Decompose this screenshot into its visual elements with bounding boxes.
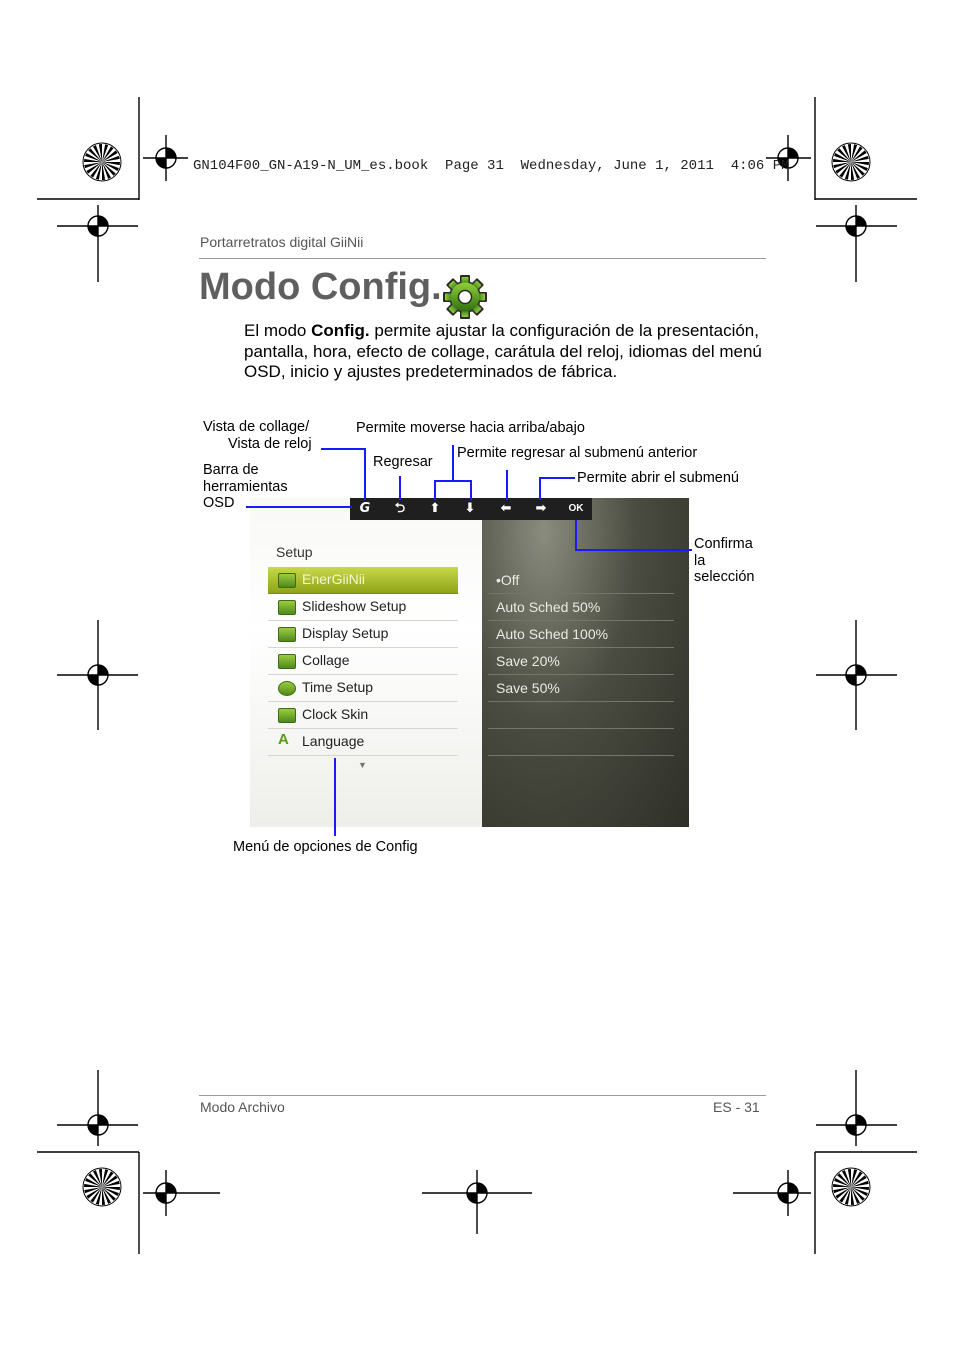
label-menu-options: Menú de opciones de Config [233,839,418,855]
option-row[interactable]: Save 50% [488,675,674,702]
menu-item-collage[interactable]: Collage [268,648,458,675]
option-row[interactable]: Save 20% [488,648,674,675]
up-arrow-icon[interactable]: ⬆ [429,501,441,516]
label-collage-view: Vista de collage/ Vista de reloj [203,419,312,452]
label-back: Regresar [373,454,433,470]
label-up-down: Permite moverse hacia arriba/abajo [356,420,585,436]
ok-button[interactable]: OK [568,503,584,514]
running-header: Portarretratos digital GiiNii [200,234,364,250]
setup-heading: Setup [276,544,313,560]
label-open-submenu: Permite abrir el submenú [577,470,739,486]
footer-rule [199,1095,766,1096]
option-row[interactable]: Auto Sched 50% [488,594,674,621]
footer-section: Modo Archivo [200,1099,285,1115]
print-info-line: GN104F00_GN-A19-N_UM_es.book Page 31 Wednesday, June 1, 2011 4:06 PM [193,158,790,174]
left-arrow-icon[interactable]: ⬅ [500,501,512,516]
down-arrow-icon[interactable]: ⬇ [464,501,476,516]
menu-item-display-setup[interactable]: Display Setup [268,621,458,648]
menu-item-clock-skin[interactable]: Clock Skin [268,702,458,729]
right-arrow-icon[interactable]: ➡ [535,501,547,516]
label-osd-toolbar: Barra de herramientas OSD [203,462,288,511]
scroll-down-indicator[interactable]: ▼ [358,760,367,770]
menu-item-slideshow-setup[interactable]: Slideshow Setup [268,594,458,621]
back-icon[interactable]: ⮌ [394,501,406,516]
page-title: Modo Config. [199,266,442,308]
option-row[interactable]: •Off [488,567,674,594]
menu-item-energiinii[interactable]: EnerGiiNii [268,567,458,594]
intro-paragraph: El modo Config. permite ajustar la configuración de la presentación, pantalla, hora, efecto de collage, carátula del reloj, idiomas del menú OSD, inicio y ajustes predeterminados de fábrica. [244,321,762,381]
collage-view-icon[interactable]: G [359,501,371,516]
menu-item-language[interactable]: A Language [268,729,458,756]
option-row[interactable]: Auto Sched 100% [488,621,674,648]
label-prev-submenu: Permite regresar al submenú anterior [457,445,698,461]
language-icon: A [278,731,289,748]
menu-item-time-setup[interactable]: Time Setup [268,675,458,702]
label-confirm: Confirma la selección [694,536,755,585]
page-number: ES - 31 [713,1099,760,1115]
